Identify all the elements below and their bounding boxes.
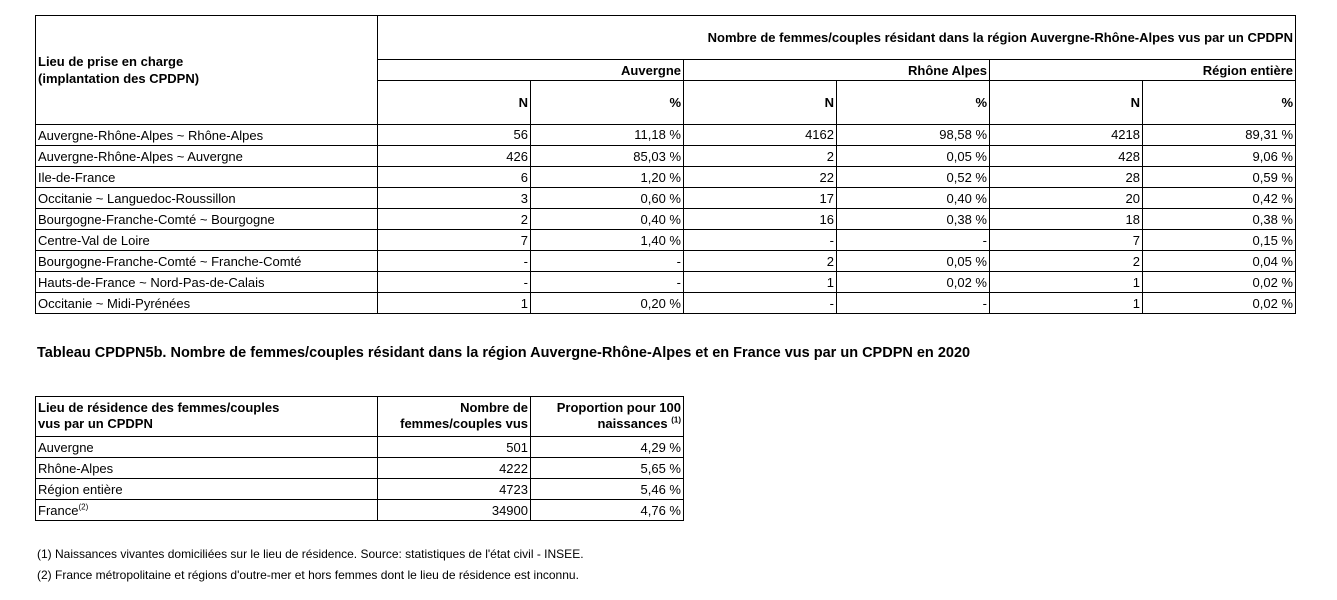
cell-rhone-alpes-pct: 0,02 % xyxy=(837,272,990,293)
cell-auvergne-n: - xyxy=(378,251,531,272)
subheader-n: N xyxy=(990,81,1143,125)
cell-proportion: 4,29 % xyxy=(531,437,684,458)
cell-count: 4222 xyxy=(378,458,531,479)
cell-total-n: 1 xyxy=(990,272,1143,293)
cell-proportion: 4,76 % xyxy=(531,500,684,521)
header-proportion-line1: Proportion pour 100 xyxy=(556,400,681,415)
cell-rhone-alpes-pct: 0,52 % xyxy=(837,167,990,188)
row-label xyxy=(36,437,378,458)
table-row xyxy=(36,125,1296,146)
cell-rhone-alpes-n: 4162 xyxy=(684,125,837,146)
cell-count: 34900 xyxy=(378,500,531,521)
row-label: Ile-de-France xyxy=(36,167,378,188)
table-row xyxy=(36,167,1296,188)
cell-auvergne-pct: 0,20 % xyxy=(531,293,684,314)
cell-total-pct: 0,15 % xyxy=(1143,230,1296,251)
row-header-sublabel: (implantation des CPDPN) xyxy=(38,71,200,86)
cell-rhone-alpes-pct: - xyxy=(837,293,990,314)
table-row xyxy=(36,500,684,521)
cell-proportion: 5,65 % xyxy=(531,458,684,479)
cell-total-n: 428 xyxy=(990,146,1143,167)
cell-total-pct: 0,42 % xyxy=(1143,188,1296,209)
table-row xyxy=(36,146,1296,167)
cell-auvergne-pct: 0,60 % xyxy=(531,188,684,209)
cell-rhone-alpes-n: 17 xyxy=(684,188,837,209)
cell-total-pct: 0,38 % xyxy=(1143,209,1296,230)
row-label xyxy=(36,458,378,479)
cell-rhone-alpes-pct: 98,58 % xyxy=(837,125,990,146)
header-proportion-line2 xyxy=(533,416,681,432)
table-row xyxy=(36,209,1296,230)
cell-total-pct: 89,31 % xyxy=(1143,125,1296,146)
table-row xyxy=(36,479,684,500)
cell-total-n: 28 xyxy=(990,167,1143,188)
cell-count: 501 xyxy=(378,437,531,458)
group-header-rhone-alpes: Rhône Alpes xyxy=(684,60,990,81)
cell-auvergne-pct: 11,18 % xyxy=(531,125,684,146)
cell-rhone-alpes-pct: 0,38 % xyxy=(837,209,990,230)
cell-total-n: 4218 xyxy=(990,125,1143,146)
cell-rhone-alpes-n: 22 xyxy=(684,167,837,188)
cell-rhone-alpes-pct: 0,05 % xyxy=(837,251,990,272)
group-header-region-entiere: Région entière xyxy=(990,60,1296,81)
main-column-header: Nombre de femmes/couples résidant dans la région Auvergne-Rhône-Alpes vus par un CPDPN xyxy=(378,16,1296,60)
row-header-label: Lieu de prise en charge xyxy=(38,54,184,69)
row-label xyxy=(36,479,378,500)
row-label xyxy=(36,500,378,521)
header-proportion xyxy=(531,397,684,437)
table-row xyxy=(36,188,1296,209)
row-header-cell xyxy=(36,16,378,125)
cell-rhone-alpes-n: 16 xyxy=(684,209,837,230)
footnote-ref: (1) xyxy=(671,415,681,425)
cell-rhone-alpes-n: 2 xyxy=(684,146,837,167)
row-label: Auvergne-Rhône-Alpes ~ Rhône-Alpes xyxy=(36,125,378,146)
footnote-ref: (2) xyxy=(78,502,89,512)
row-label-text: Région entière xyxy=(38,481,123,497)
cell-rhone-alpes-pct: - xyxy=(837,230,990,251)
cell-auvergne-n: 426 xyxy=(378,146,531,167)
group-header-auvergne: Auvergne xyxy=(378,60,684,81)
cell-auvergne-n: 7 xyxy=(378,230,531,251)
table-row xyxy=(36,230,1296,251)
cell-proportion: 5,46 % xyxy=(531,479,684,500)
footnote-1: (1) Naissances vivantes domiciliées sur le lieu de résidence. Source: statistiques de l'état civil - INSEE. xyxy=(37,547,584,561)
cell-auvergne-pct: 1,20 % xyxy=(531,167,684,188)
cell-total-n: 2 xyxy=(990,251,1143,272)
cell-rhone-alpes-n: 2 xyxy=(684,251,837,272)
cell-auvergne-pct: 0,40 % xyxy=(531,209,684,230)
table-row xyxy=(36,293,1296,314)
cell-total-pct: 9,06 % xyxy=(1143,146,1296,167)
cell-auvergne-n: - xyxy=(378,272,531,293)
cell-total-pct: 0,59 % xyxy=(1143,167,1296,188)
cell-total-n: 7 xyxy=(990,230,1143,251)
cell-auvergne-n: 3 xyxy=(378,188,531,209)
table-row xyxy=(36,458,684,479)
header-count-line1: Nombre de xyxy=(460,400,528,415)
header-residence xyxy=(36,397,378,437)
cell-total-pct: 0,02 % xyxy=(1143,272,1296,293)
row-label: Bourgogne-Franche-Comté ~ Bourgogne xyxy=(36,209,378,230)
cell-rhone-alpes-pct: 0,05 % xyxy=(837,146,990,167)
cell-auvergne-pct: - xyxy=(531,272,684,293)
header-count-line2: femmes/couples vus xyxy=(400,416,528,431)
cell-total-n: 20 xyxy=(990,188,1143,209)
cell-auvergne-n: 6 xyxy=(378,167,531,188)
cell-auvergne-n: 1 xyxy=(378,293,531,314)
subheader-pct: % xyxy=(1143,81,1296,125)
row-label: Occitanie ~ Languedoc-Roussillon xyxy=(36,188,378,209)
row-label: Centre-Val de Loire xyxy=(36,230,378,251)
table-row xyxy=(36,437,684,458)
header-count xyxy=(378,397,531,437)
subheader-n: N xyxy=(684,81,837,125)
row-label: Bourgogne-Franche-Comté ~ Franche-Comté xyxy=(36,251,378,272)
cell-rhone-alpes-pct: 0,40 % xyxy=(837,188,990,209)
cell-total-pct: 0,02 % xyxy=(1143,293,1296,314)
header-proportion-text: naissances xyxy=(597,416,668,431)
table-row xyxy=(36,272,1296,293)
row-label: Occitanie ~ Midi-Pyrénées xyxy=(36,293,378,314)
subheader-n: N xyxy=(378,81,531,125)
cell-total-pct: 0,04 % xyxy=(1143,251,1296,272)
subheader-pct: % xyxy=(837,81,990,125)
residence-by-care-location-table xyxy=(35,15,1296,314)
header-residence-line2: vus par un CPDPN xyxy=(38,416,153,431)
residence-summary-table xyxy=(35,396,684,521)
footnote-2: (2) France métropolitaine et régions d'outre-mer et hors femmes dont le lieu de résidence est inconnu. xyxy=(37,568,579,582)
row-label-text: Auvergne xyxy=(38,439,94,455)
cell-rhone-alpes-n: - xyxy=(684,230,837,251)
cell-auvergne-pct: 1,40 % xyxy=(531,230,684,251)
row-label-text: France xyxy=(38,502,79,518)
row-label: Hauts-de-France ~ Nord-Pas-de-Calais xyxy=(36,272,378,293)
header-residence-line1: Lieu de résidence des femmes/couples xyxy=(38,400,280,415)
cell-total-n: 18 xyxy=(990,209,1143,230)
cell-auvergne-n: 56 xyxy=(378,125,531,146)
row-label-text: Rhône-Alpes xyxy=(38,460,114,476)
cell-rhone-alpes-n: - xyxy=(684,293,837,314)
cell-auvergne-pct: 85,03 % xyxy=(531,146,684,167)
table-caption: Tableau CPDPN5b. Nombre de femmes/couples résidant dans la région Auvergne-Rhône-Alpes et en France vus par un CPDPN en 2020 xyxy=(37,345,971,361)
cell-auvergne-pct: - xyxy=(531,251,684,272)
subheader-pct: % xyxy=(531,81,684,125)
row-label: Auvergne-Rhône-Alpes ~ Auvergne xyxy=(36,146,378,167)
cell-rhone-alpes-n: 1 xyxy=(684,272,837,293)
cell-count: 4723 xyxy=(378,479,531,500)
table-row xyxy=(36,251,1296,272)
cell-total-n: 1 xyxy=(990,293,1143,314)
cell-auvergne-n: 2 xyxy=(378,209,531,230)
